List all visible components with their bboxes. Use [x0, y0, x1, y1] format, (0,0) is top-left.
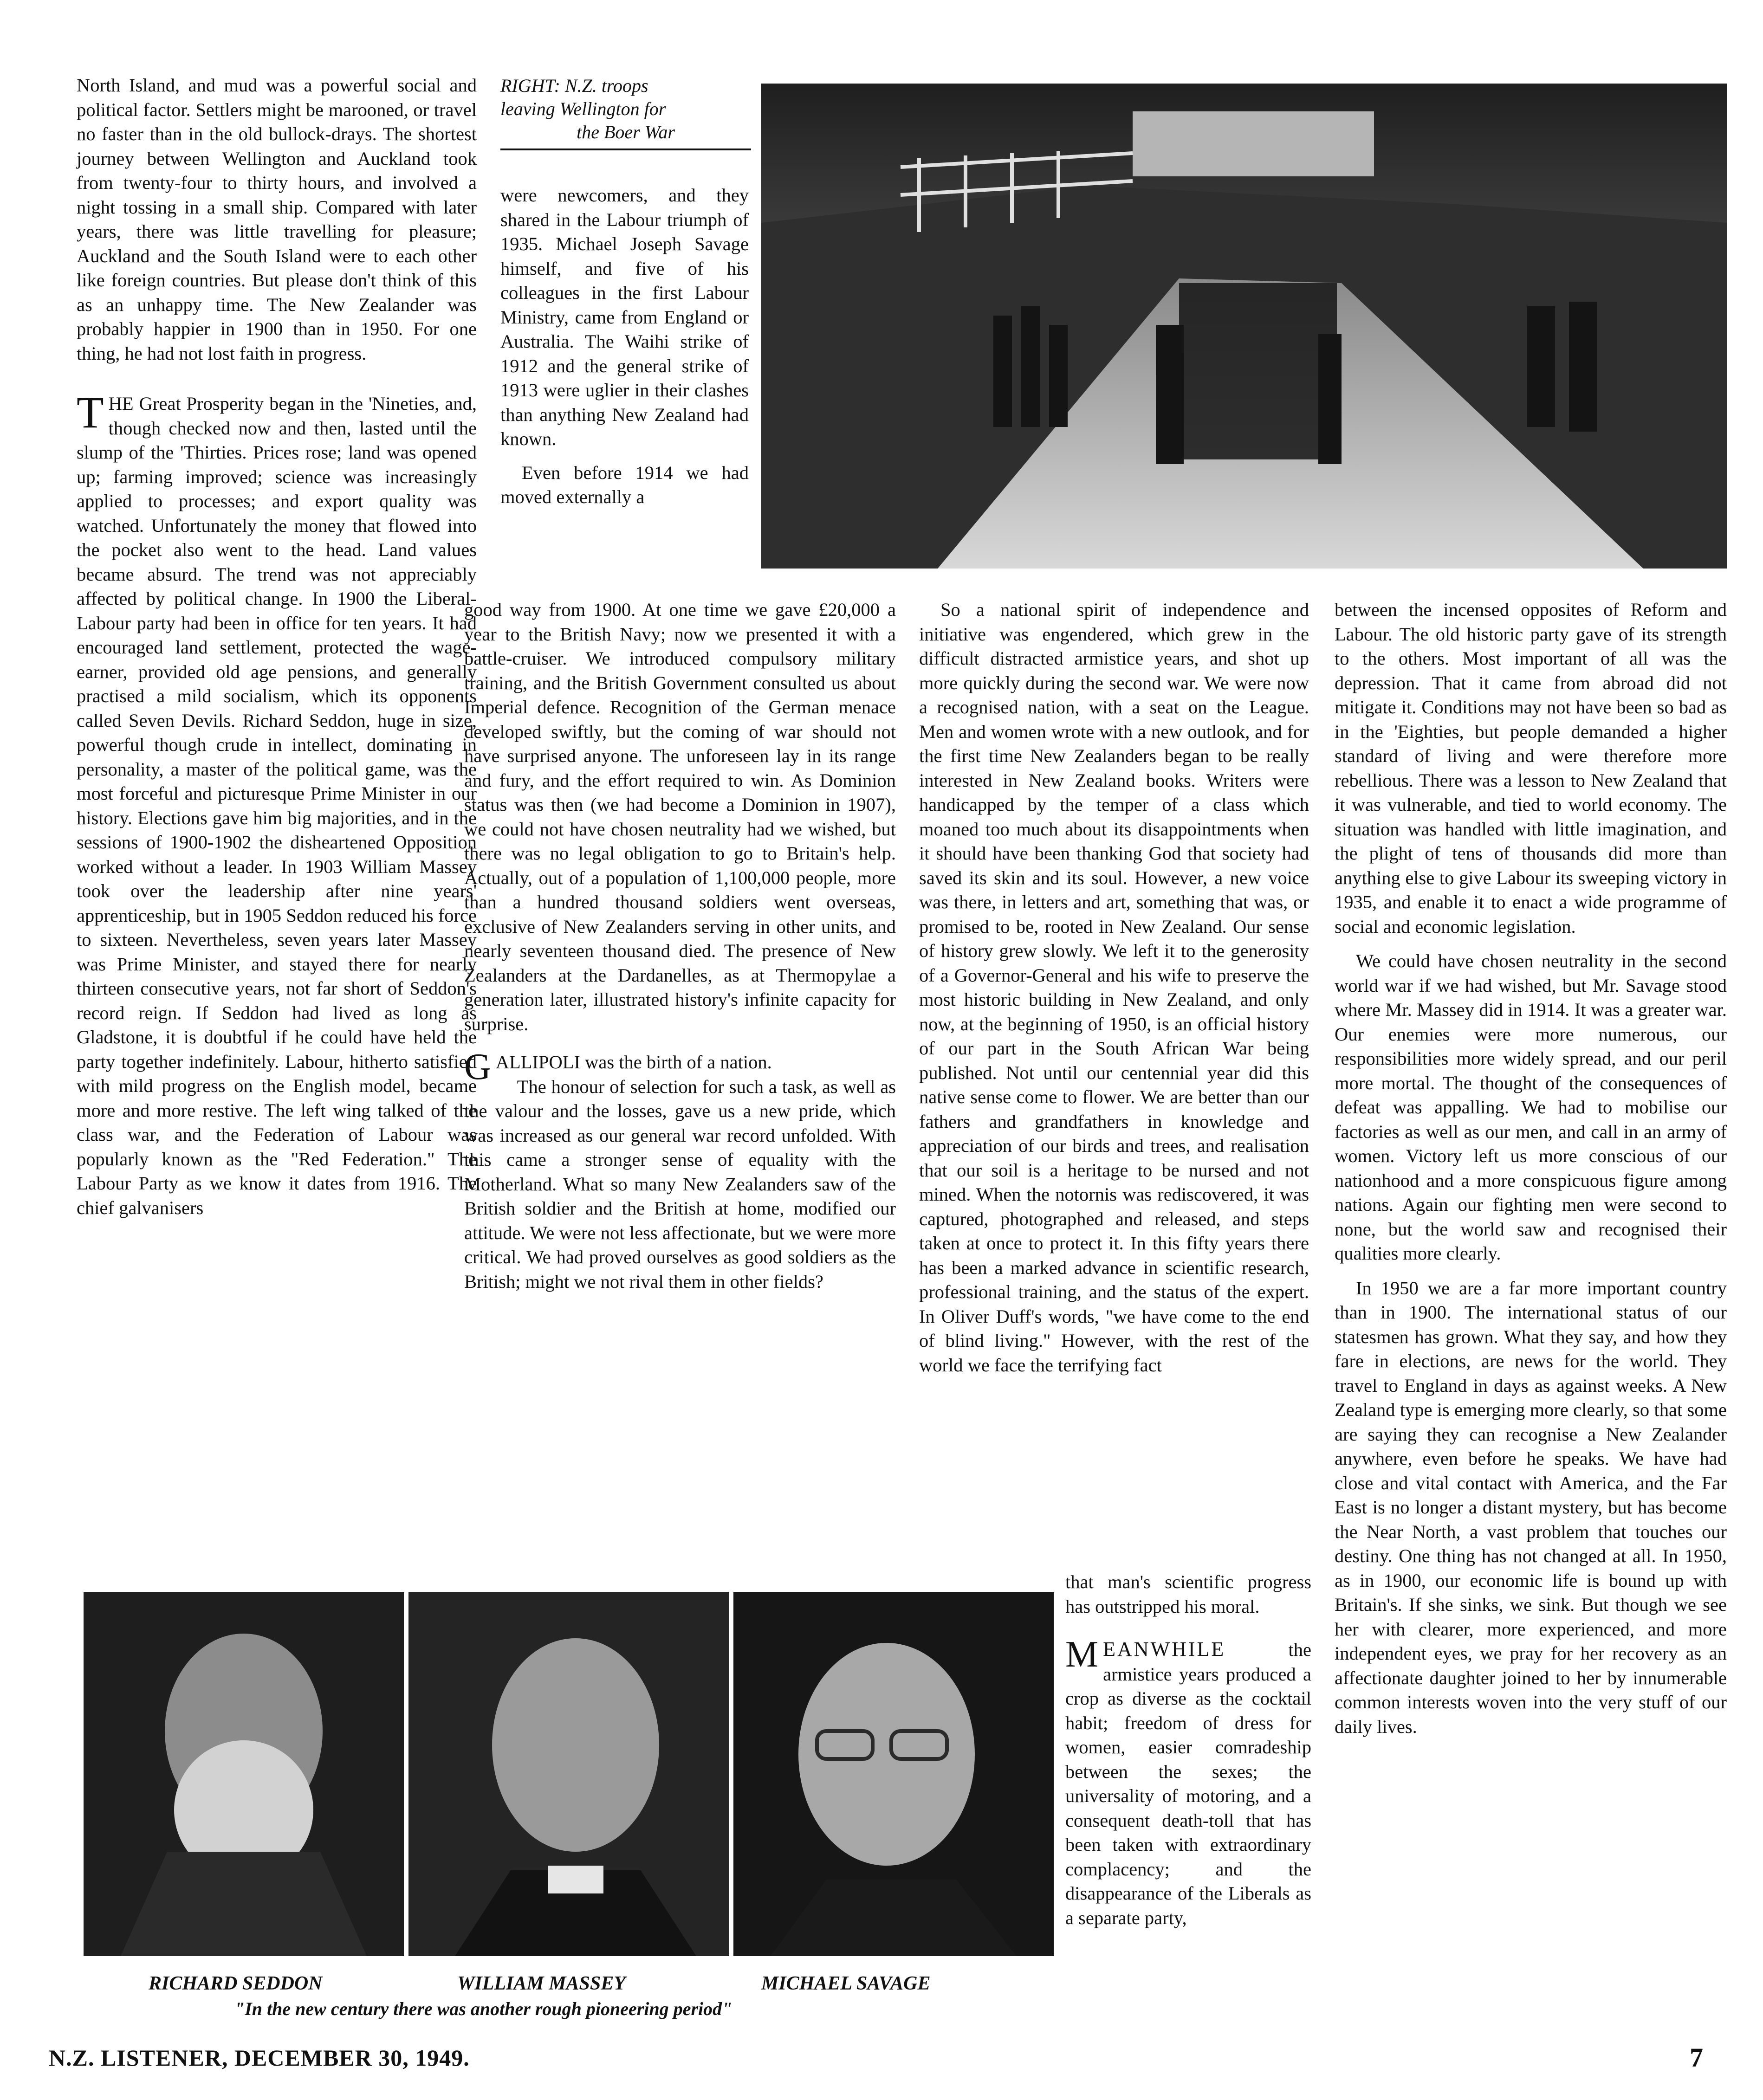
paragraph-text: HE Great Prosperity began in the 'Nineties, and, though checked now and then, lasted until the slump of the 'Thirties. Prices rose; land was opened up; farming improved; science was increasingly applied to processes; and export quality was watched. Unfortunately the money that flowed into the pocket also went to the head. Land values became absurd. The trend was not appreciably affected by political change. In 1900 the Liberal-Labour party had been in office for ten years. It had encouraged land settlement, protected the wage-earner, provided old age pensions, and generally practised a mild socialism, which its opponents called Seven Devils. Richard Seddon, huge in size, powerful though crude in intellect, dominating in personality, a master of the political game, was the most forceful and picturesque Prime Minister in our history. Elections gave him big majorities, and in the sessions of 1900-1902 the disheartened Opposition worked without a leader. In 1903 William Massey took over the leadership after nine years' apprenticeship, but in 1905 Seddon reduced his force to sixteen. Nevertheless, seven years later Massey was Prime Minister, and stayed there for nearly thirteen consecutive years, not far short of Seddon's record reign. If Seddon had lived as long as Gladstone, it is doubtful if he could have held the party together indefinitely. Labour, hitherto satisfied with mild progress on the English model, became more and more restive. The left wing talked of the class war, and the Federation of Labour was popularly known as the "Red Federation." The Labour Party as we know it dates from 1916. The chief galvanisers: [77, 393, 477, 1218]
paragraph: In 1950 we are a far more important country than in 1900. The international status of our statesmen has grown. What they say, and how they fare in elections, are news for the world. They travel to England in days as against weeks. A New Zealand type is emerging more clearly, so that some are saying they can recognise a New Zealander anywhere, even before he speaks. We have had close and vital contact with America, and the Far East is no longer a distant mystery, but has become the Near North, a vast problem that touches our destiny. One thing has not changed at all. In 1950, as in 1900, our economic life is bound up with Britain's. If she sinks, we sink. But though we see her with clearer, more experienced, and more independent eyes, we pray for her recovery as an affectionate daughter joined to her by innumerable common interests woven into the very stuff of our daily lives.: [1335, 1277, 1727, 1737]
troops-photo-image: [761, 84, 1727, 569]
drop-cap: G: [464, 1047, 491, 1087]
paragraph: We could have chosen neutrality in the second world war if we had wished, but Mr. Savage stood where Mr. Massey did in 1914. It was a greater war. Our enemies were more numerous, our responsibilities more widely spread, and our peril more mortal. The thought of the consequences of defeat was appalling. We had to mobilise our factories as well as our men, and call in an army of women. Victory left us more conscious of our nationhood and a more conspicuous figure among nations. Again our fighting men were second to none, but the world saw and recognised their qualities more clearly.: [1335, 950, 1727, 1264]
savage-portrait-image: [733, 1592, 1054, 1956]
column-3-narrow: [1065, 1570, 1311, 1930]
paragraph: Even before 1914 we had moved externally a: [500, 462, 749, 507]
column-1: [77, 73, 477, 1220]
drop-cap: M: [1065, 1634, 1099, 1675]
page-number: 7: [1690, 2042, 1703, 2073]
caption-line: the Boer War: [577, 122, 675, 142]
footer-publication-date: N.Z. LISTENER, DECEMBER 30, 1949.: [49, 2045, 470, 2071]
column-2-upper: [500, 183, 749, 510]
paragraph: between the incensed opposites of Reform and Labour. The old historic party gave of its strength to the others. Most important of all was the depression. That it came from abroad did not mitigate it. Conditions may not have been so bad as in the 'Eighties, but people demanded a higher standard of living and were therefore more rebellious. There was a lesson to New Zealand that it was vulnerable, and tied to world economy. The situation was handled with little imagination, and the plight of tens of thousands did more than anything else to give Labour its sweeping victory in 1935, and enable it to enact a wide programme of social and economic legislation.: [1335, 599, 1727, 937]
column-2-lower: [464, 598, 896, 1294]
column-3: [919, 598, 1309, 1377]
column-4: [1335, 598, 1727, 1739]
paragraph: So a national spirit of independence and initiative was engendered, which grew in the difficult distracted armistice years, and shot up more quickly during the second war. We were now a recognised nation, with a seat on the League. Men and women wrote with a new outlook, and for the first time New Zealanders began to be really interested in New Zealand books. Writers were handicapped by the temper of a class which moaned too much about its disappointments when it should have been thanking God that society had saved its skin and its soul. However, a new voice was there, in letters and art, something that was, or promised to be, rooted in New Zealand. Our sense of history grew slowly. We left it to the generosity of a Governor-General and his wife to preserve the most historic building in New Zealand, and only now, at the beginning of 1950, is an official history of our part in the South African War being published. Not until our centennial year did this native sense come to flower. We are better than our fathers and grandfathers in knowledge and appreciation of our birds and trees, and realisation that our soil is a heritage to be nursed and not mined. When the notornis was rediscovered, it was captured, photographed and released, and steps taken at once to protect it. In this fifty years there has been a marked advance in scientific research, professional training, and the status of the expert. In Oliver Duff's words, "we have come to the end of blind living." However, with the rest of the world we face the terrifying fact: [919, 599, 1309, 1376]
paragraph: were newcomers, and they shared in the Labour triumph of 1935. Michael Joseph Savage himself, and five of his colleagues in the first Labour Ministry, came from England or Australia. The Waihi strike of 1912 and the general strike of 1913 were uglier in their clashes than anything New Zealand had known.: [500, 185, 749, 449]
portrait-michael-savage: [733, 1592, 1054, 1956]
paragraph: [77, 388, 477, 1220]
paragraph: good way from 1900. At one time we gave £20,000 a year to the British Navy; now we presented it with a battle-cruiser. We introduced compulsory military training, and the British Government consulted us about Imperial defence. Recognition of the German menace developed swiftly, but the coming of war should not have surprised anyone. The unforeseen lay in its range and fury, and the effort required to win. As Dominion status was then (we had become a Dominion in 1907), we could not have chosen neutrality had we wished, but there was no legal obligation to go to Britain's help. Actually, out of a population of 1,100,000 people, more than a hundred thousand soldiers went overseas, exclusive of New Zealanders serving in other units, and nearly seventeen thousand died. The presence of New Zealanders at the Dardanelles, as at Thermopylae a generation later, illustrated history's infinite capacity for surprise.: [464, 599, 896, 1034]
paragraph: North Island, and mud was a powerful social and political factor. Settlers might be marooned, or travel no faster than in the old bullock-drays. The shortest journey between Wellington and Auckland took from twenty-four to thirty hours, and involved a night tossing in a small ship. Compared with later years, there was little travelling for pleasure; Auckland and the South Island were to each other like foreign countries. But please don't think of this as an unhappy time. The New Zealander was probably happier in 1900 than in 1950. For one thing, he had not lost faith in progress.: [77, 75, 477, 364]
paragraph: [1065, 1634, 1311, 1930]
paragraph-heading: EANWHILE: [1103, 1638, 1226, 1661]
portrait-name: MICHAEL SAVAGE: [761, 1973, 931, 1994]
massey-portrait-image: [408, 1592, 729, 1956]
paragraph: that man's scientific progress has outstripped his moral.: [1065, 1571, 1311, 1617]
portrait-name: RICHARD SEDDON: [149, 1973, 323, 1994]
portrait-william-massey: [408, 1592, 729, 1956]
boer-war-troops-photo: [761, 84, 1727, 569]
caption-line: leaving Wellington for: [500, 98, 666, 119]
portraits-caption: "In the new century there was another rough pioneering period": [234, 1998, 732, 2019]
paragraph: The honour of selection for such a task, as well as the valour and the losses, gave us a new pride, which was increased as our general war record unfolded. With this came a stronger sense of equality with the Motherland. What so many New Zealanders saw of the British soldier and the British at home, modified our attitude. We were not less affectionate, but we were more critical. We had proved ourselves as good soldiers as the British; might we not rival them in other fields?: [464, 1076, 896, 1292]
portrait-richard-seddon: [84, 1592, 404, 1956]
photo-caption: [500, 74, 751, 144]
caption-rule: [500, 149, 751, 150]
paragraph-text: the armistice years produced a crop as diverse as the cocktail habit; freedom of dress for women, easier comradeship between the sexes; the universality of motoring, and a consequent death-toll that has been taken with extraordinary complacency; and the disappearance of the Liberals as a separate party,: [1065, 1639, 1311, 1928]
paragraph-heading: ALLIPOLI was the birth of a nation.: [495, 1052, 772, 1073]
caption-line: RIGHT: N.Z. troops: [500, 75, 648, 96]
seddon-portrait-image: [84, 1592, 404, 1956]
drop-cap: T: [77, 388, 104, 437]
paragraph: [464, 1047, 896, 1087]
portrait-name: WILLIAM MASSEY: [457, 1973, 626, 1994]
